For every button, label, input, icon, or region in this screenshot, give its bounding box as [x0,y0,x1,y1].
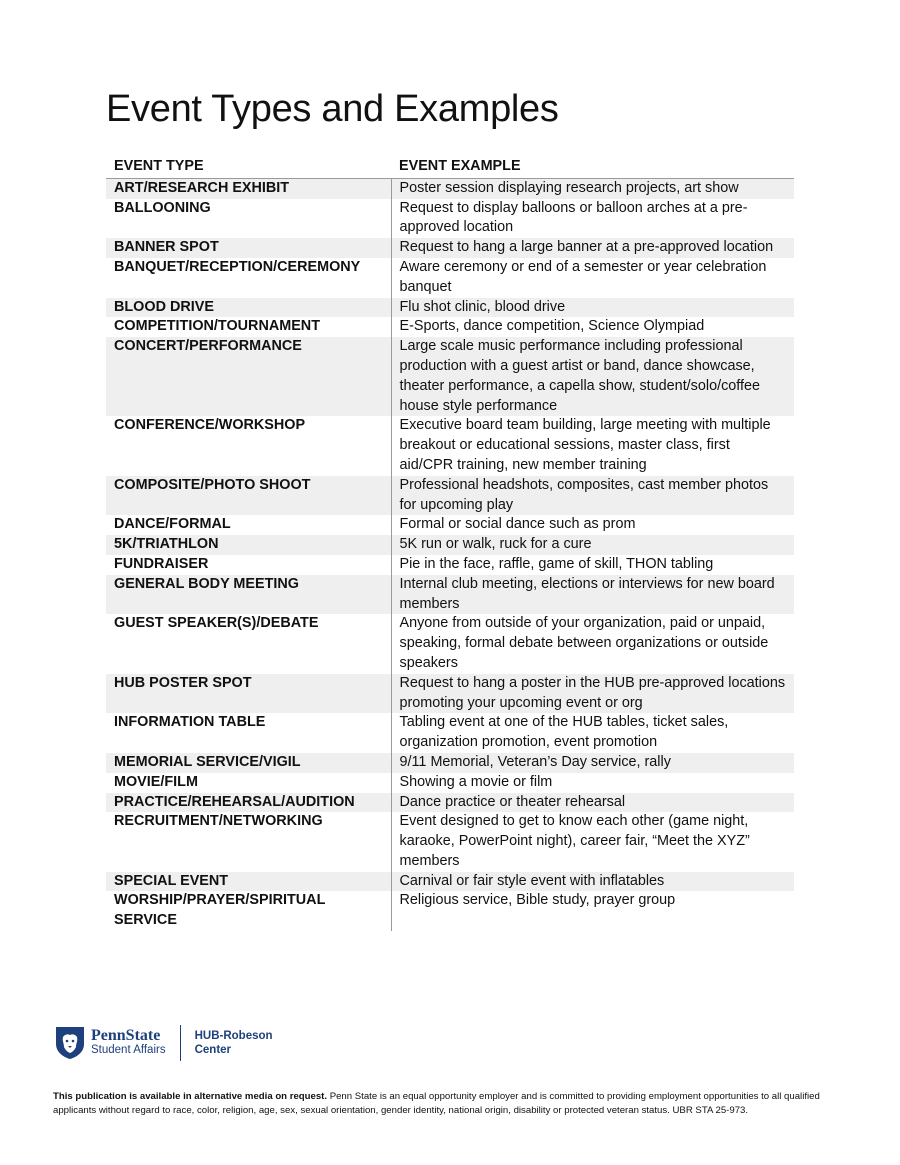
event-example-cell: Showing a movie or film [391,773,794,793]
event-type-cell: WORSHIP/PRAYER/SPIRITUAL SERVICE [114,892,326,929]
event-example-cell: Anyone from outside of your organization, paid or unpaid, speaking, formal debate between organizations or outside speakers [391,614,794,673]
event-type-cell: BANQUET/RECEPTION/CEREMONY [114,258,361,275]
event-type-cell: BANNER SPOT [106,238,391,258]
event-type-cell: RECRUITMENT/NETWORKING [114,813,323,830]
hub-robeson-center-label: HUB-Robeson Center [194,1030,273,1056]
logo-name: PennState [91,1027,161,1044]
event-type-cell: PRACTICE/REHEARSAL/AUDITION [106,793,391,813]
page-title: Event Types and Examples [106,88,559,130]
penn-state-logo-text [91,1028,166,1058]
event-example-cell: Executive board team building, large meeting with multiple breakout or educational sessions, master class, first aid/CPR training, new member training [391,416,794,475]
event-type-cell: GUEST SPEAKER(S)/DEBATE [114,615,319,632]
event-example-cell: E-Sports, dance competition, Science Olympiad [391,317,794,337]
table-row [106,713,794,753]
event-type-cell: COMPOSITE/PHOTO SHOOT [106,476,391,516]
event-example-cell: Pie in the face, raffle, game of skill, THON tabling [391,555,794,575]
table-row [106,535,794,555]
event-example-cell: Flu shot clinic, blood drive [391,298,794,318]
event-type-cell: MOVIE/FILM [114,773,198,790]
table-body [106,178,794,931]
penn-state-shield-icon [55,1026,85,1060]
event-example-cell: Request to hang a poster in the HUB pre-approved locations promoting your upcoming event or org [391,674,794,714]
event-example-cell: Internal club meeting, elections or interviews for new board members [391,575,794,615]
logo-subtitle: Student Affairs [91,1044,166,1056]
event-type-cell: HUB POSTER SPOT [106,674,391,714]
event-example-cell: Event designed to get to know each other (game night, karaoke, PowerPoint night), career fair, “Meet the XYZ” members [391,812,794,871]
column-header-event-type: EVENT TYPE [106,155,391,178]
event-example-cell: Religious service, Bible study, prayer group [391,891,794,931]
table-row [106,258,794,298]
event-type-cell: 5K/TRIATHLON [106,535,391,555]
table-row [106,199,794,239]
event-example-cell: Dance practice or theater rehearsal [391,793,794,813]
event-example-cell: Request to hang a large banner at a pre-approved location [391,238,794,258]
event-type-cell: CONCERT/PERFORMANCE [106,337,391,416]
table-row [106,753,794,773]
event-example-cell: Formal or social dance such as prom [391,515,794,535]
accessibility-notice [53,1090,848,1117]
table-row [106,793,794,813]
event-type-cell: GENERAL BODY MEETING [106,575,391,615]
notice-text: Penn State is an equal opportunity employer and is committed to providing employment opportunities to all qualified applicants without regard to race, color, religion, age, sex, sexual orientation, gender identity, national origin, disability or protected veteran status. UBR STA 25-973. [53,1091,820,1116]
event-example-cell: Aware ceremony or end of a semester or year celebration banquet [391,258,794,298]
event-type-cell: COMPETITION/TOURNAMENT [114,318,320,335]
event-example-cell: Carnival or fair style event with inflatables [391,872,794,892]
table-row [106,515,794,535]
event-example-cell: Poster session displaying research projects, art show [391,178,794,198]
footer-logo-group [55,1025,275,1061]
table-row [106,298,794,318]
table-row [106,317,794,337]
table-row [106,416,794,475]
event-type-cell: INFORMATION TABLE [114,714,266,731]
table-row [106,575,794,615]
event-example-cell: 5K run or walk, ruck for a cure [391,535,794,555]
logo-divider [180,1025,181,1061]
event-type-cell: ART/RESEARCH EXHIBIT [106,178,391,198]
column-header-event-example: EVENT EXAMPLE [391,155,794,178]
event-example-cell: 9/11 Memorial, Veteran’s Day service, rally [391,753,794,773]
event-type-cell: MEMORIAL SERVICE/VIGIL [106,753,391,773]
event-example-cell: Tabling event at one of the HUB tables, ticket sales, organization promotion, event promotion [391,713,794,753]
table-row [106,238,794,258]
table-row [106,476,794,516]
event-type-cell: SPECIAL EVENT [106,872,391,892]
event-type-cell: BLOOD DRIVE [106,298,391,318]
event-type-cell: FUNDRAISER [114,555,209,572]
event-type-cell: CONFERENCE/WORKSHOP [114,417,306,434]
table-row [106,555,794,575]
notice-bold-text: This publication is available in alternative media on request. [53,1091,328,1102]
event-example-cell: Professional headshots, composites, cast member photos for upcoming play [391,476,794,516]
table-row [106,872,794,892]
event-type-cell: DANCE/FORMAL [114,516,231,533]
event-type-cell: BALLOONING [114,199,211,216]
table-row [106,891,794,931]
table-header-row [106,155,794,178]
table-row [106,178,794,198]
table-row [106,773,794,793]
event-types-table [106,155,794,931]
table-row [106,674,794,714]
table-row [106,812,794,871]
event-example-cell: Large scale music performance including professional production with a guest artist or band, dance showcase, theater performance, a capella show, student/solo/coffee house style performance [391,337,794,416]
event-example-cell: Request to display balloons or balloon arches at a pre-approved location [391,199,794,239]
table-row [106,337,794,416]
table-row [106,614,794,673]
